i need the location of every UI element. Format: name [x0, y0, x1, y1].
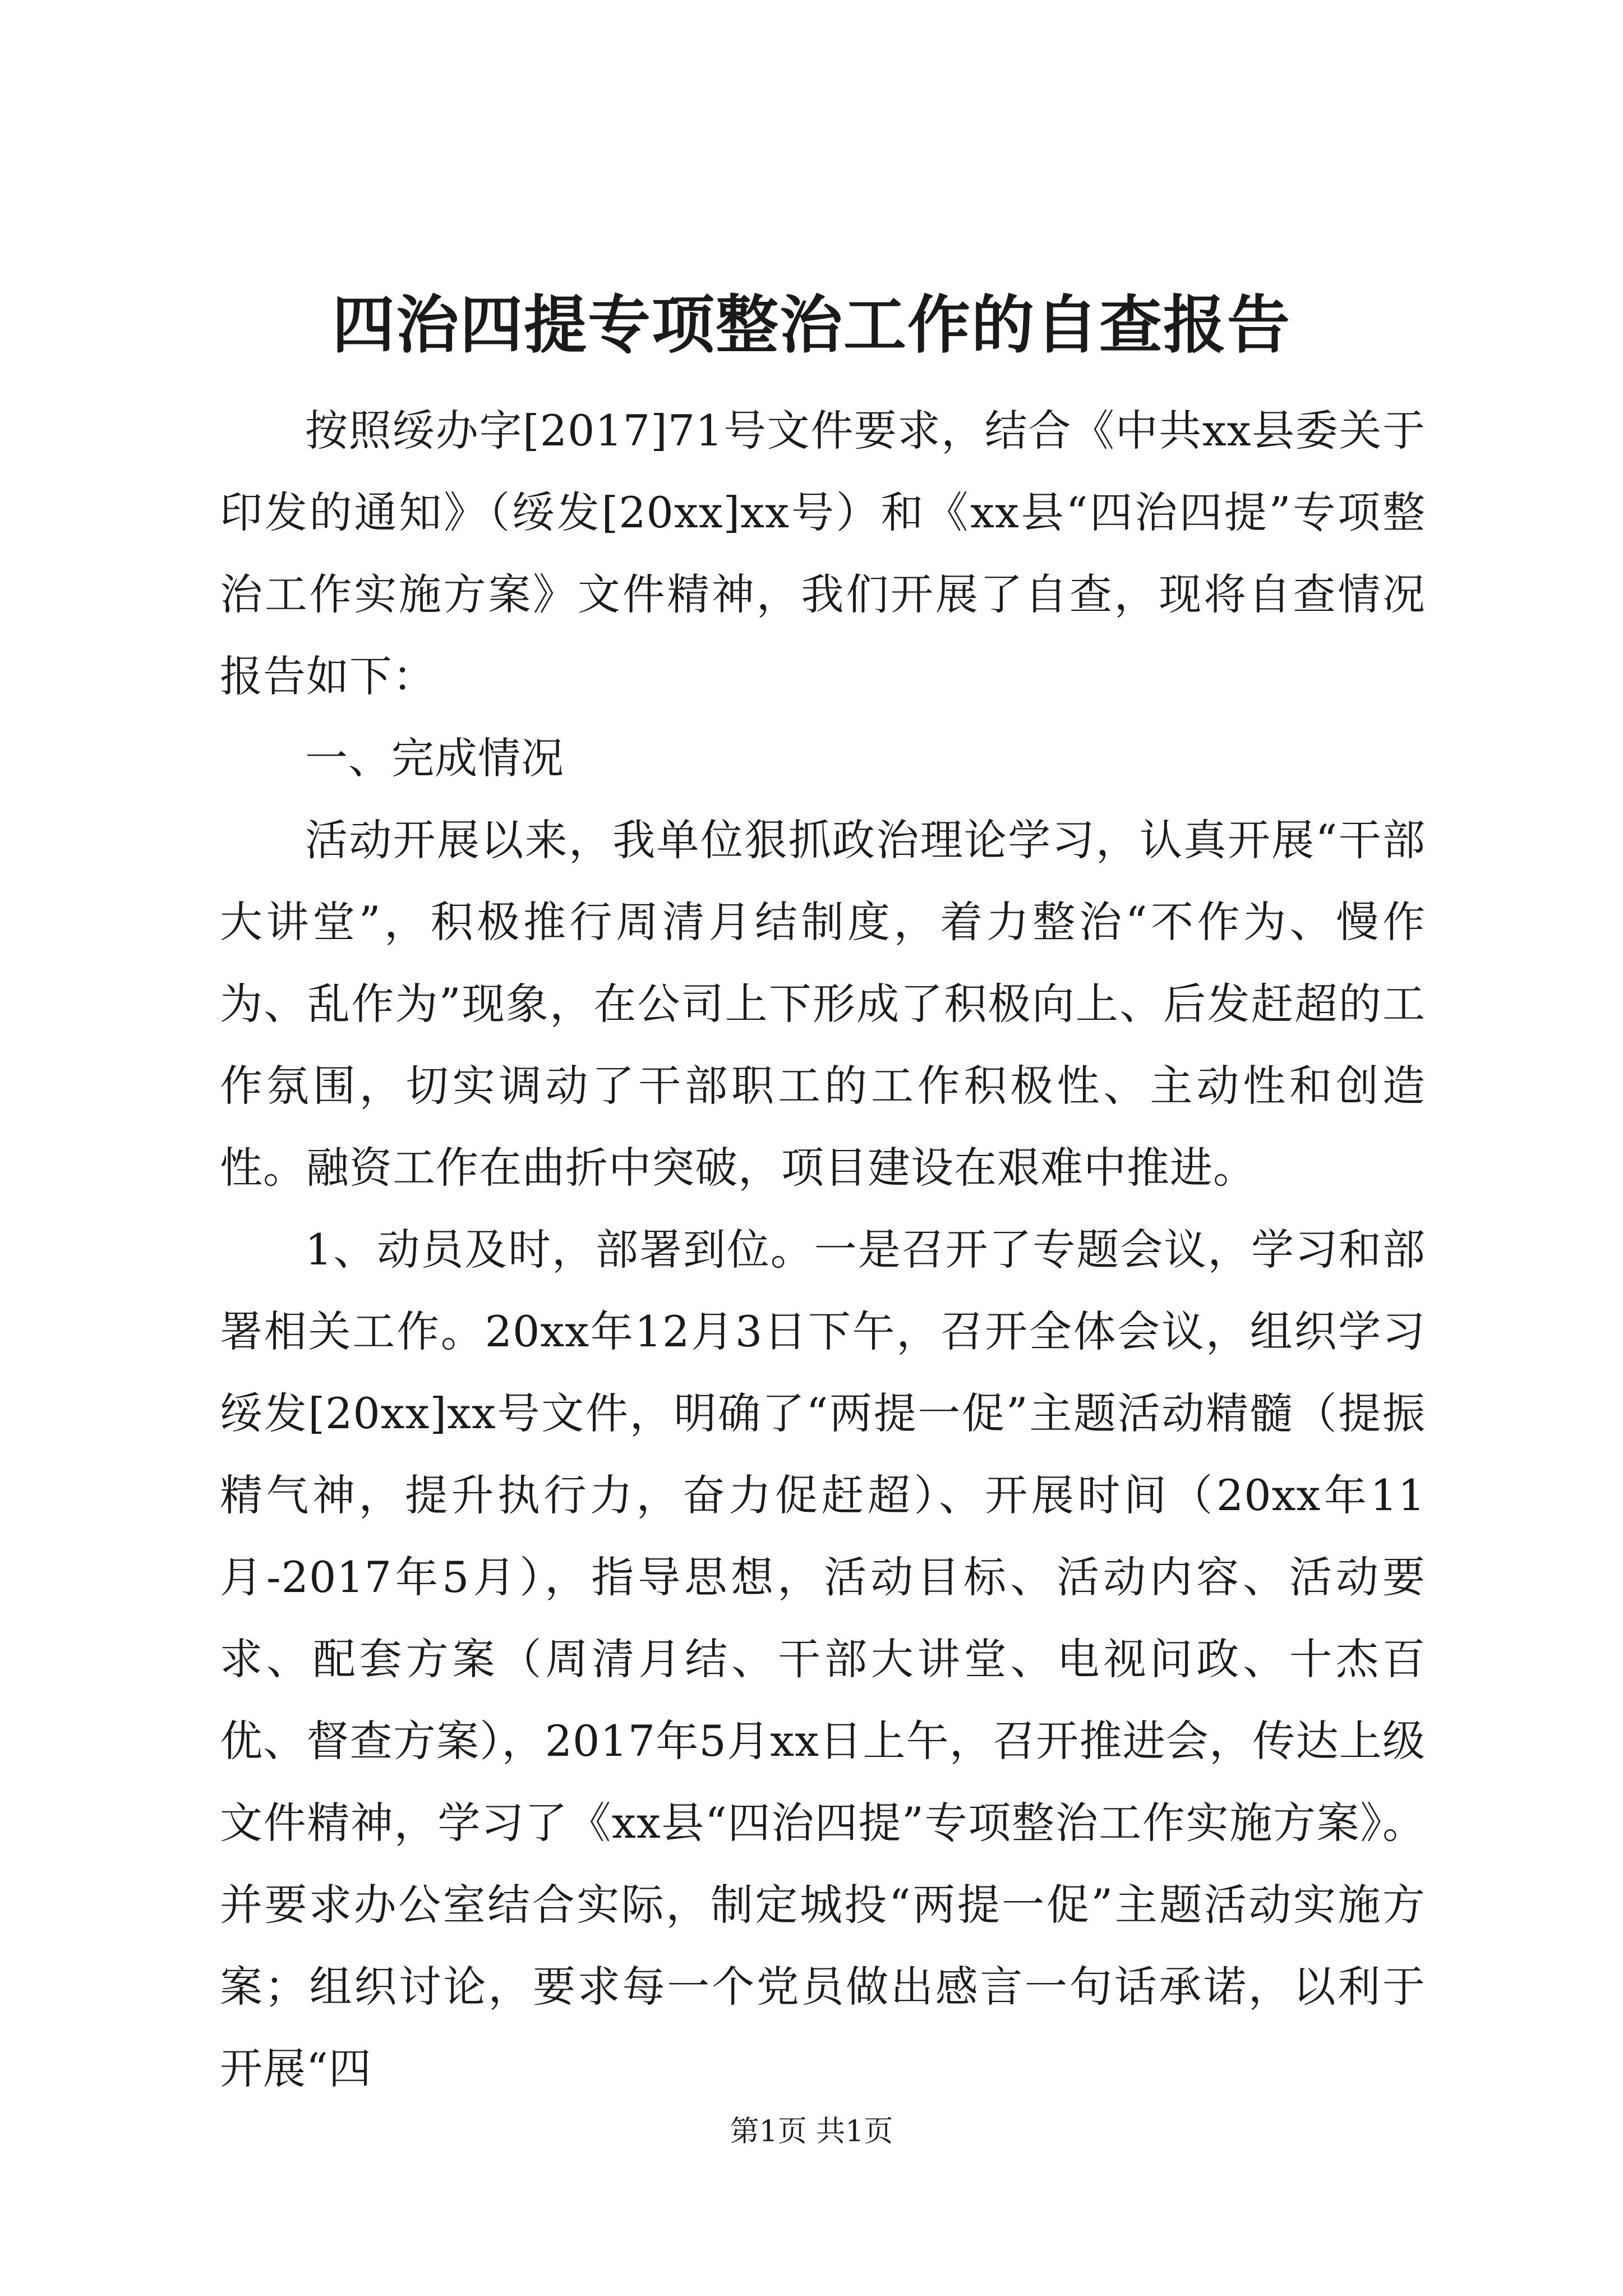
paragraph-intro: 按照绥办字[2017]71号文件要求，结合《中共xx县委关于印发的通知》（绥发[20xx]xx号）和《xx县“四治四提”专项整治工作实施方案》文件精神，我们开展了自查，现将自查情况报告如下： — [220, 406, 1426, 701]
section-heading-completion: 一、完成情况 — [305, 733, 564, 783]
page-number-footer: 第1页 共1页 — [730, 2115, 893, 2148]
document-title: 四治四提专项整治工作的自查报告 — [332, 288, 1291, 362]
paragraph-mobilization: 1、动员及时，部署到位。一是召开了专题会议，学习和部署相关工作。20xx年12月3日下午，召开全体会议，组织学习绥发[20xx]xx号文件，明确了“两提一促”主题活动精髓（提振精气神，提升执行力，奋力促赶超）、开展时间（20xx年11月-2017年5月），指导思想，活动目标、活动内容、活动要求、配套方案（周清月结、干部大讲堂、电视问政、十杰百优、督查方案），2017年5月xx日上午，召开推进会，传达上级文件精神，学习了《xx县“四治四提”专项整治工作实施方案》。并要求办公室结合实际，制定城投“两提一促”主题活动实施方案；组织讨论，要求每一个党员做出感言一句话承诺，以利于开展“四 — [220, 1225, 1426, 2093]
document-body — [220, 390, 1426, 2110]
paragraph-overview: 活动开展以来，我单位狠抓政治理论学习，认真开展“干部大讲堂”，积极推行周清月结制度，着力整治“不作为、慢作为、乱作为”现象，在公司上下形成了积极向上、后发赶超的工作氛围，切实调动了干部职工的工作积极性、主动性和创造性。融资工作在曲折中突破，项目建设在艰难中推进。 — [220, 815, 1426, 1193]
